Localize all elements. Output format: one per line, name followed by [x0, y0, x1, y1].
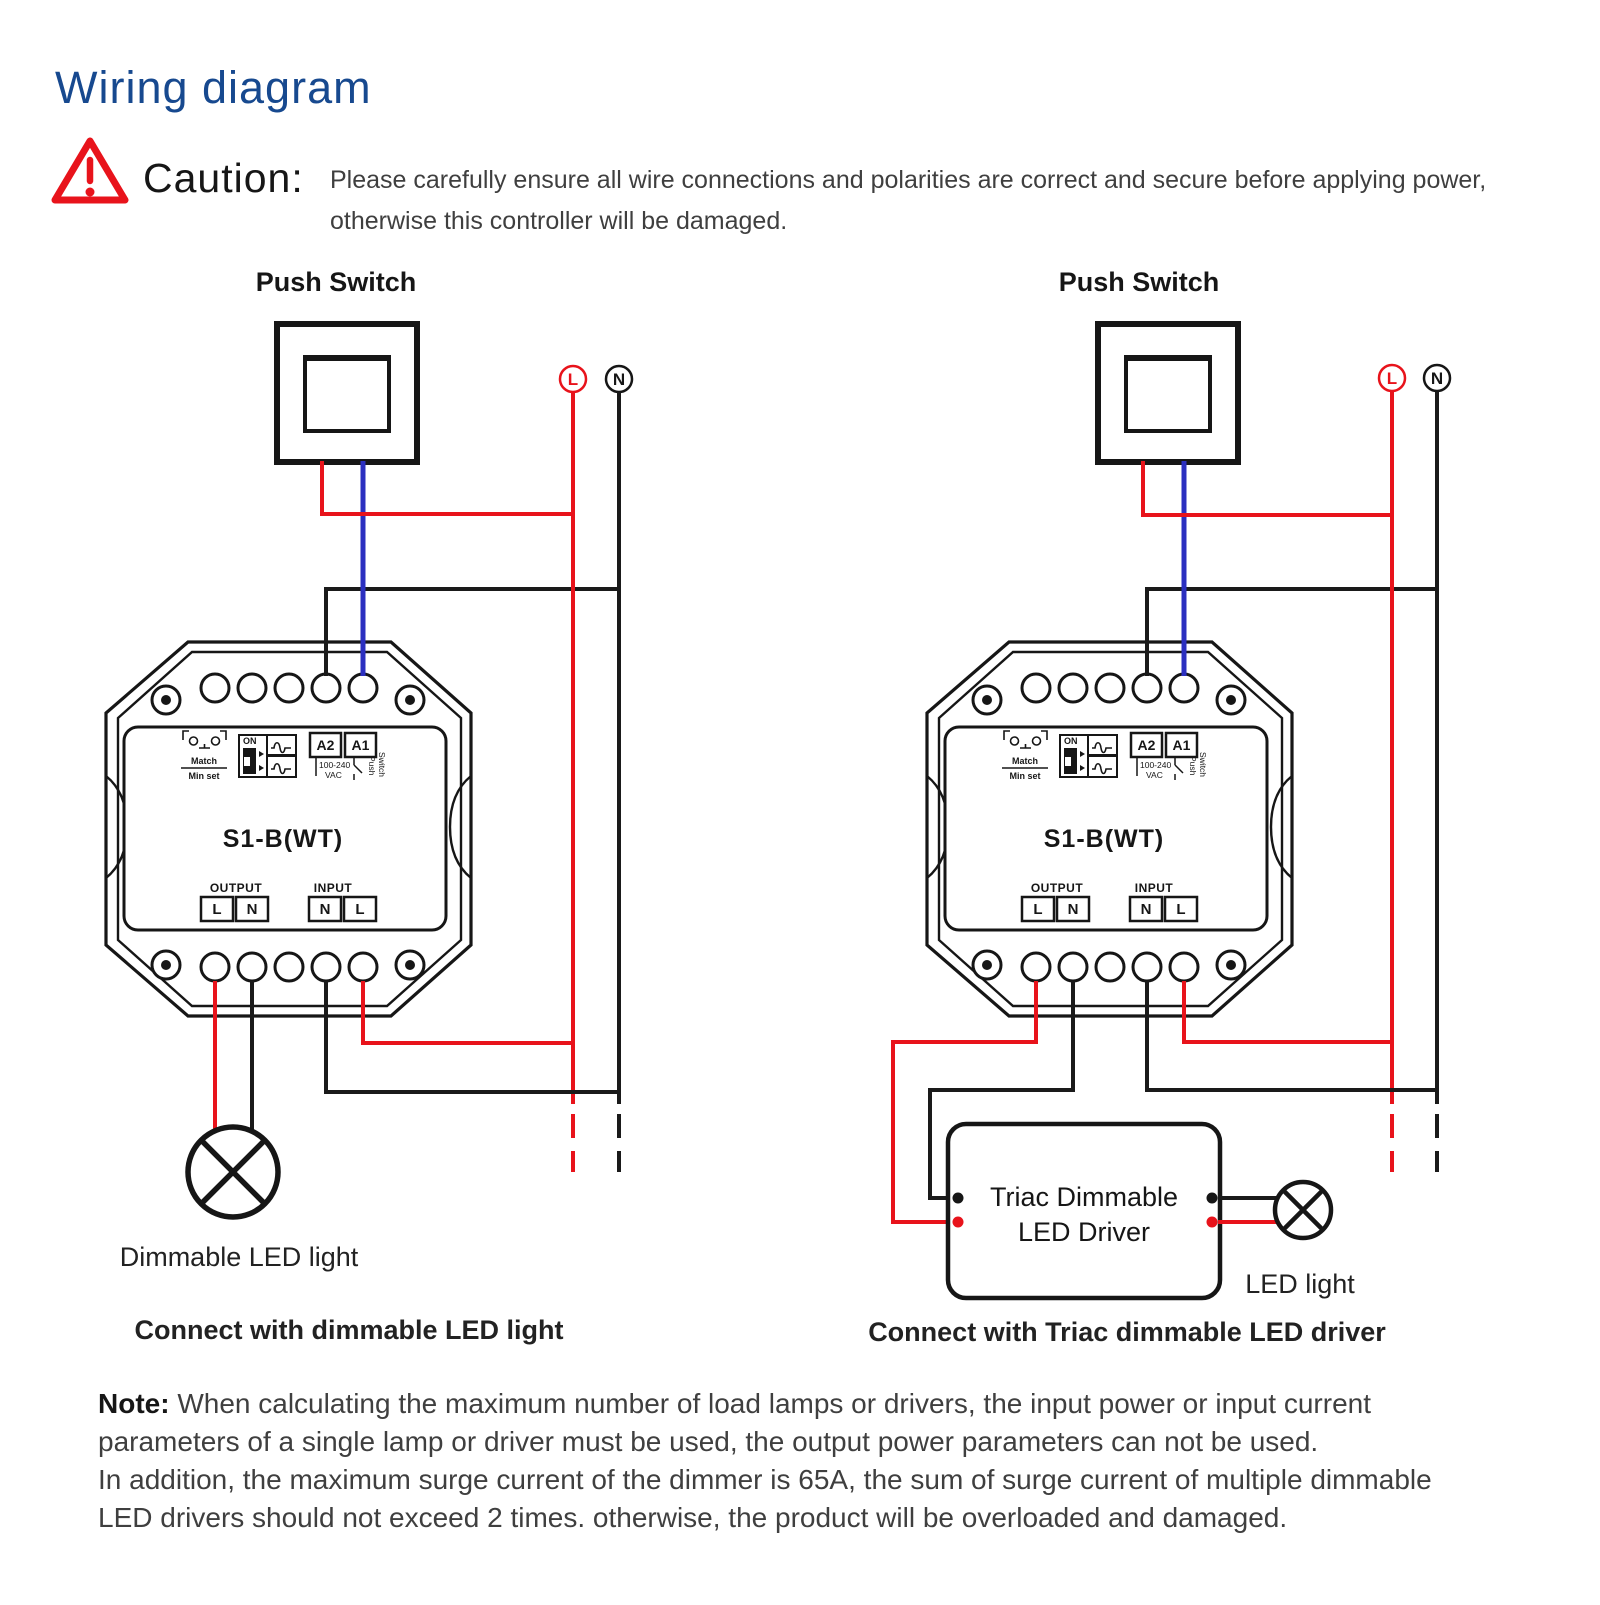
input-label: INPUT [313, 881, 353, 895]
right-lamp-icon [1275, 1182, 1331, 1238]
left-push-switch [277, 324, 417, 462]
driver-in-l-terminal [953, 1217, 964, 1228]
input-l-label: L [1176, 901, 1186, 918]
push-vertical-label: Push [367, 756, 377, 776]
right-load-label: LED light [1245, 1269, 1355, 1299]
a1-label: A1 [351, 737, 370, 753]
device-model-label: S1-B(WT) [1043, 825, 1165, 853]
caution-block [55, 141, 1486, 235]
note-line1 [98, 1388, 1371, 1419]
device-model-label: S1-B(WT) [222, 825, 344, 853]
page-title: Wiring diagram [55, 62, 372, 113]
caution-text-line2: otherwise this controller will be damaged. [330, 207, 788, 235]
left-caption: Connect with dimmable LED light [134, 1315, 564, 1345]
note-line2: parameters of a single lamp or driver must be used, the output power parameters can not be used. [98, 1426, 1319, 1457]
output-label: OUTPUT [209, 881, 263, 895]
caution-label: Caution: [143, 155, 304, 201]
input-l-label: L [355, 901, 365, 918]
right-l-letter: L [1386, 369, 1398, 388]
driver-out-l-terminal [1207, 1217, 1218, 1228]
note-block [98, 1388, 1432, 1533]
vac-rating-line2: VAC [325, 770, 342, 780]
left-line-n-badge [606, 366, 632, 392]
output-n-label: N [1067, 901, 1079, 918]
right-diagram [868, 267, 1450, 1347]
left-l-letter: L [567, 370, 579, 389]
on-label: ON [1064, 736, 1078, 746]
push-vertical-label: Push [1188, 756, 1198, 776]
switch-vertical-label: Switch [1198, 752, 1208, 778]
right-line-n-badge [1424, 365, 1450, 391]
note-label: Note: [98, 1388, 170, 1419]
left-dimmer-device [106, 642, 471, 1016]
switch-vertical-label: Switch [377, 752, 387, 778]
right-push-switch-label: Push Switch [1058, 267, 1220, 297]
minset-label: Min set [188, 771, 220, 781]
minset-label: Min set [1009, 771, 1041, 781]
wire-switch-to-live [1143, 461, 1392, 515]
input-n-label: N [319, 901, 331, 918]
right-push-switch [1098, 324, 1238, 462]
on-label: ON [243, 736, 257, 746]
vac-rating-line1: 100-240 [1140, 760, 1172, 770]
warning-triangle-icon [55, 141, 125, 200]
match-label: Match [1011, 756, 1039, 766]
left-n-letter: N [612, 370, 626, 389]
driver-label-line1: Triac Dimmable [989, 1182, 1179, 1212]
a1-label: A1 [1172, 737, 1191, 753]
match-label: Match [190, 756, 218, 766]
driver-label-line2: LED Driver [1017, 1217, 1151, 1247]
left-lamp-icon [188, 1127, 278, 1217]
a2-label: A2 [316, 737, 335, 753]
output-n-label: N [246, 901, 258, 918]
driver-out-n-terminal [1207, 1193, 1218, 1204]
output-l-label: L [1033, 901, 1043, 918]
right-dimmer-device [927, 642, 1292, 1016]
wire-switch-to-live [322, 461, 573, 514]
a2-label: A2 [1137, 737, 1156, 753]
output-l-label: L [212, 901, 222, 918]
right-n-letter: N [1430, 369, 1444, 388]
left-diagram [106, 267, 632, 1345]
triac-driver-box [948, 1124, 1279, 1298]
note-line3: In addition, the maximum surge current of the dimmer is 65A, the sum of surge current of multiple dimmable [98, 1464, 1432, 1495]
left-load-label: Dimmable LED light [119, 1242, 359, 1272]
note-line1-text: When calculating the maximum number of load lamps or drivers, the input power or input current [169, 1388, 1371, 1419]
vac-rating-line2: VAC [1146, 770, 1163, 780]
output-label: OUTPUT [1030, 881, 1084, 895]
right-caption: Connect with Triac dimmable LED driver [868, 1317, 1386, 1347]
input-n-label: N [1140, 901, 1152, 918]
left-line-l-badge [560, 366, 586, 392]
caution-text-line1: Please carefully ensure all wire connections and polarities are correct and secure before applying power, [330, 166, 1487, 194]
left-push-switch-label: Push Switch [255, 267, 417, 297]
right-line-l-badge [1379, 365, 1405, 391]
note-line4: LED drivers should not exceed 2 times. otherwise, the product will be overloaded and damaged. [98, 1502, 1288, 1533]
vac-rating-line1: 100-240 [319, 760, 351, 770]
input-label: INPUT [1134, 881, 1174, 895]
driver-in-n-terminal [953, 1193, 964, 1204]
